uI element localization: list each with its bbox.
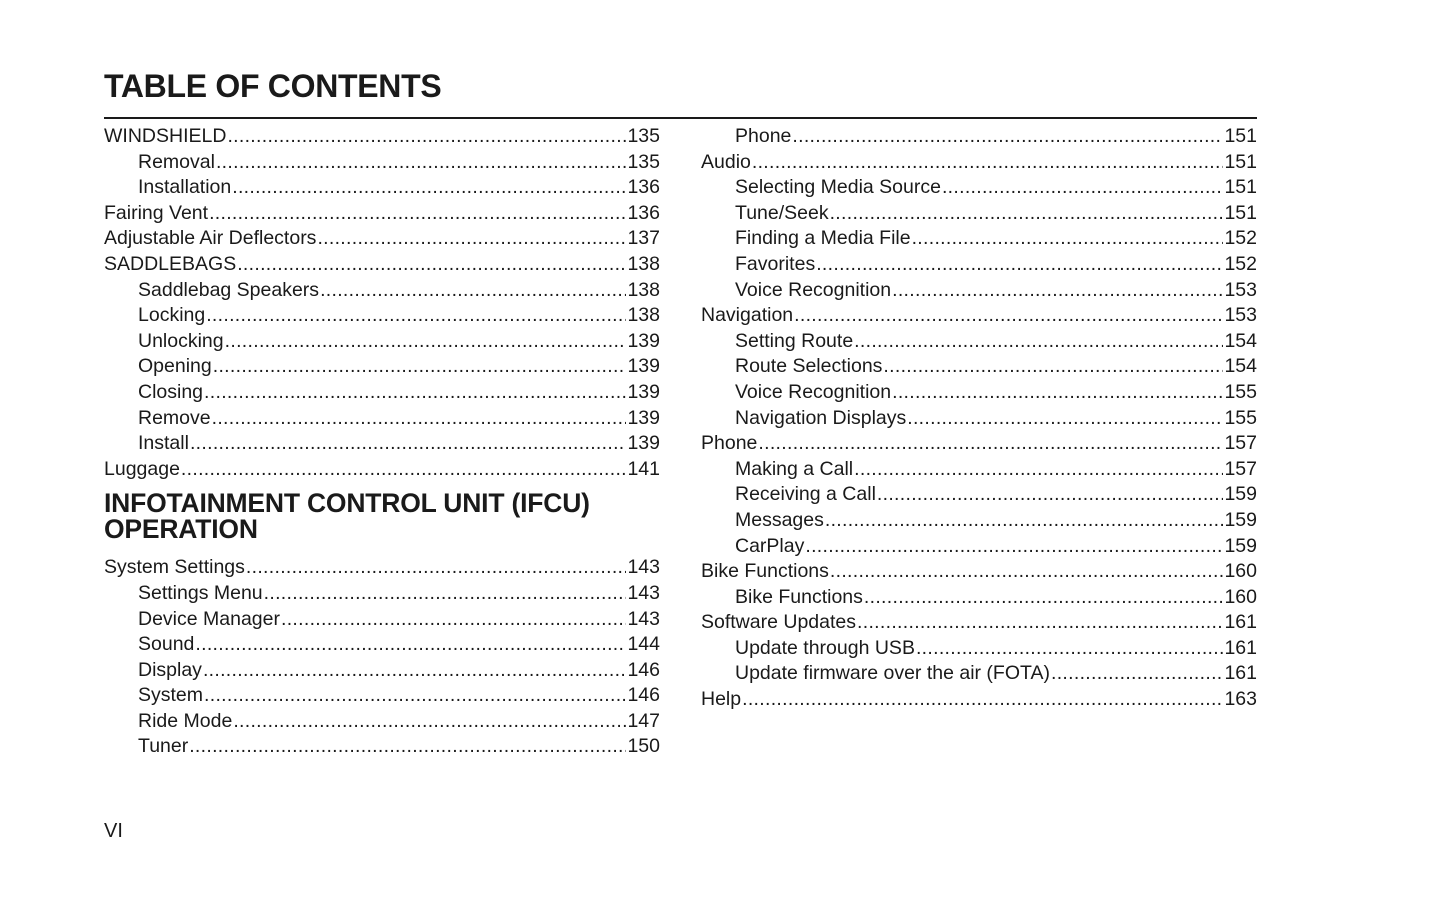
toc-entry-label: Phone xyxy=(701,432,758,455)
dot-leader xyxy=(232,175,626,201)
toc-entry-page: 163 xyxy=(1224,688,1257,711)
toc-entry[interactable] xyxy=(701,201,1257,227)
toc-entry-label: Closing xyxy=(138,380,204,403)
toc-entry-label: Remove xyxy=(138,406,211,429)
toc-entry-page: 154 xyxy=(1224,355,1257,378)
toc-entry[interactable] xyxy=(701,610,1257,636)
toc-entry-label: Removal xyxy=(138,150,215,173)
dot-leader xyxy=(816,252,1223,278)
toc-entry-page: 146 xyxy=(627,684,660,707)
toc-entry-page: 144 xyxy=(627,633,660,656)
toc-entry-page: 151 xyxy=(1224,150,1257,173)
toc-entry-page: 147 xyxy=(627,709,660,732)
toc-list-after xyxy=(104,555,660,760)
toc-entry-label: Software Updates xyxy=(701,611,857,634)
dot-leader xyxy=(1051,661,1223,687)
toc-entry-page: 151 xyxy=(1224,201,1257,224)
toc-entry[interactable] xyxy=(104,303,660,329)
toc-entry-page: 139 xyxy=(627,432,660,455)
toc-entry-page: 136 xyxy=(627,176,660,199)
dot-leader xyxy=(204,380,626,406)
toc-entry-label: Messages xyxy=(735,508,824,531)
toc-entry[interactable] xyxy=(701,303,1257,329)
toc-entry-label: System xyxy=(138,684,204,707)
toc-entry-page: 155 xyxy=(1224,380,1257,403)
dot-leader xyxy=(209,201,626,227)
dot-leader xyxy=(281,607,626,633)
dot-leader xyxy=(190,431,627,457)
toc-entry-label: Device Manager xyxy=(138,607,280,630)
toc-entry[interactable] xyxy=(701,559,1257,585)
toc-entry[interactable] xyxy=(104,581,660,607)
toc-entry-page: 159 xyxy=(1224,508,1257,531)
toc-entry[interactable] xyxy=(104,457,660,483)
toc-entry-page: 138 xyxy=(627,278,660,301)
toc-entry[interactable] xyxy=(104,380,660,406)
toc-entry-page: 152 xyxy=(1224,252,1257,275)
toc-entry-page: 159 xyxy=(1224,534,1257,557)
dot-leader xyxy=(830,559,1224,585)
toc-entry-page: 157 xyxy=(1224,457,1257,480)
page-number: VI xyxy=(104,820,123,842)
toc-entry-page: 136 xyxy=(627,201,660,224)
toc-entry-label: SADDLEBAGS xyxy=(104,252,237,275)
toc-entry-label: Voice Recognition xyxy=(735,380,892,403)
dot-leader xyxy=(854,457,1223,483)
dot-leader xyxy=(877,482,1224,508)
toc-entry-label: Sound xyxy=(138,633,195,656)
toc-entry-page: 143 xyxy=(627,556,660,579)
toc-entry-page: 143 xyxy=(627,581,660,604)
toc-entry-label: Navigation Displays xyxy=(735,406,907,429)
toc-entry[interactable] xyxy=(104,658,660,684)
toc-entry[interactable] xyxy=(701,150,1257,176)
toc-entry-page: 139 xyxy=(627,355,660,378)
toc-entry[interactable] xyxy=(104,226,660,252)
toc-entry-page: 135 xyxy=(627,125,660,147)
toc-entry-label: Opening xyxy=(138,355,212,378)
toc-entry-page: 138 xyxy=(627,252,660,275)
toc-entry-page: 161 xyxy=(1224,611,1257,634)
toc-entry[interactable] xyxy=(701,687,1257,713)
toc-right-column xyxy=(701,124,1257,713)
toc-entry-page: 155 xyxy=(1224,406,1257,429)
dot-leader xyxy=(189,734,626,760)
toc-entry[interactable] xyxy=(104,354,660,380)
toc-entry-label: Saddlebag Speakers xyxy=(138,278,320,301)
toc-entry[interactable] xyxy=(104,150,660,176)
toc-entry-label: Finding a Media File xyxy=(735,227,911,250)
toc-entry-page: 143 xyxy=(627,607,660,630)
toc-entry[interactable] xyxy=(104,632,660,658)
dot-leader xyxy=(317,226,626,252)
dot-leader xyxy=(752,150,1224,176)
toc-entry[interactable] xyxy=(701,124,1257,150)
title-divider xyxy=(104,117,1257,119)
toc-entry-label: Tune/Seek xyxy=(735,201,829,224)
toc-entry[interactable] xyxy=(701,406,1257,432)
dot-leader xyxy=(206,303,626,329)
toc-entry-page: 153 xyxy=(1224,304,1257,327)
toc-entry[interactable] xyxy=(701,278,1257,304)
toc-entry[interactable] xyxy=(104,734,660,760)
toc-entry-label: Unlocking xyxy=(138,329,224,352)
toc-entry-label: Locking xyxy=(138,304,206,327)
toc-entry-page: 159 xyxy=(1224,483,1257,506)
toc-entry[interactable] xyxy=(701,482,1257,508)
toc-entry[interactable] xyxy=(701,380,1257,406)
toc-entry-label: Update through USB xyxy=(735,636,915,659)
toc-entry-label: Voice Recognition xyxy=(735,278,892,301)
dot-leader xyxy=(883,354,1223,380)
toc-entry-page: 161 xyxy=(1224,636,1257,659)
toc-entry-page: 139 xyxy=(627,329,660,352)
toc-entry-page: 151 xyxy=(1224,176,1257,199)
dot-leader xyxy=(942,175,1224,201)
dot-leader xyxy=(830,201,1224,227)
dot-leader xyxy=(203,658,627,684)
toc-entry-label: Bike Functions xyxy=(701,560,829,583)
toc-entry[interactable] xyxy=(104,329,660,355)
toc-entry[interactable] xyxy=(701,354,1257,380)
dot-leader xyxy=(916,636,1224,662)
toc-entry[interactable] xyxy=(104,278,660,304)
toc-entry-label: Tuner xyxy=(138,735,189,758)
toc-entry-page: 146 xyxy=(627,658,660,681)
toc-entry-page: 135 xyxy=(627,150,660,173)
toc-entry-label: Ride Mode xyxy=(138,709,233,732)
toc-entry-page: 141 xyxy=(627,457,660,480)
toc-entry-label: WINDSHIELD xyxy=(104,125,227,147)
toc-entry-label: Installation xyxy=(138,176,232,199)
toc-entry-label: Adjustable Air Deflectors xyxy=(104,227,317,250)
dot-leader xyxy=(742,687,1223,713)
toc-entry[interactable] xyxy=(104,607,660,633)
toc-entry-label: Fairing Vent xyxy=(104,201,209,224)
toc-entry-page: 154 xyxy=(1224,329,1257,352)
toc-entry[interactable] xyxy=(701,252,1257,278)
dot-leader xyxy=(216,150,627,176)
toc-entry-page: 139 xyxy=(627,380,660,403)
dot-leader xyxy=(204,683,626,709)
toc-entry-page: 157 xyxy=(1224,432,1257,455)
toc-left-column xyxy=(104,124,660,760)
dot-leader xyxy=(864,585,1224,611)
toc-entry[interactable] xyxy=(701,508,1257,534)
toc-entry-label: Phone xyxy=(735,125,792,147)
toc-entry[interactable] xyxy=(104,683,660,709)
toc-entry[interactable] xyxy=(104,709,660,735)
toc-entry-label: Setting Route xyxy=(735,329,854,352)
toc-entry[interactable] xyxy=(104,431,660,457)
dot-leader xyxy=(227,124,626,150)
toc-entry-page: 150 xyxy=(627,735,660,758)
dot-leader xyxy=(225,329,627,355)
toc-entry-page: 139 xyxy=(627,406,660,429)
toc-entry-label: Selecting Media Source xyxy=(735,176,941,199)
toc-entry-page: 160 xyxy=(1224,560,1257,583)
toc-entry-label: Help xyxy=(701,688,742,711)
toc-entry-label: Navigation xyxy=(701,304,794,327)
toc-entry-label: Audio xyxy=(701,150,751,173)
dot-leader xyxy=(857,610,1223,636)
dot-leader xyxy=(907,406,1223,432)
dot-leader xyxy=(805,534,1223,560)
dot-leader xyxy=(320,278,626,304)
toc-entry[interactable] xyxy=(701,175,1257,201)
toc-entry-page: 161 xyxy=(1224,662,1257,685)
toc-entry[interactable] xyxy=(104,175,660,201)
dot-leader xyxy=(195,632,626,658)
page-title: TABLE OF CONTENTS xyxy=(104,68,442,104)
toc-entry[interactable] xyxy=(104,124,660,150)
toc-entry[interactable] xyxy=(701,636,1257,662)
dot-leader xyxy=(213,354,627,380)
dot-leader xyxy=(233,709,626,735)
toc-entry[interactable] xyxy=(701,534,1257,560)
toc-entry[interactable] xyxy=(701,329,1257,355)
toc-entry-label: Install xyxy=(138,432,189,455)
toc-entry[interactable] xyxy=(701,585,1257,611)
toc-entry-label: Update firmware over the air (FOTA) xyxy=(735,662,1050,685)
toc-entry-label: Luggage xyxy=(104,457,180,480)
toc-entry[interactable] xyxy=(104,555,660,581)
toc-entry[interactable] xyxy=(701,226,1257,252)
dot-leader xyxy=(892,278,1223,304)
toc-entry-label: Bike Functions xyxy=(735,585,863,608)
toc-entry-page: 138 xyxy=(627,304,660,327)
section-heading-line2: OPERATION xyxy=(104,514,258,545)
dot-leader xyxy=(181,457,627,483)
toc-entry[interactable] xyxy=(701,431,1257,457)
toc-entry-label: Route Selections xyxy=(735,355,883,378)
dot-leader xyxy=(246,555,627,581)
section-heading-line1: INFOTAINMENT CONTROL UNIT (IFCU) xyxy=(104,488,590,519)
toc-entry[interactable] xyxy=(104,201,660,227)
toc-entry-label: Favorites xyxy=(735,252,816,275)
toc-entry[interactable] xyxy=(104,252,660,278)
dot-leader xyxy=(758,431,1223,457)
toc-entry[interactable] xyxy=(701,457,1257,483)
dot-leader xyxy=(264,581,627,607)
dot-leader xyxy=(854,329,1223,355)
toc-entry-page: 152 xyxy=(1224,227,1257,250)
toc-entry-page: 153 xyxy=(1224,278,1257,301)
toc-entry-page: 160 xyxy=(1224,585,1257,608)
dot-leader xyxy=(792,124,1223,150)
toc-entry[interactable] xyxy=(104,406,660,432)
toc-entry-label: Display xyxy=(138,658,202,681)
toc-entry-page: 151 xyxy=(1224,125,1257,147)
dot-leader xyxy=(794,303,1223,329)
toc-entry-label: Making a Call xyxy=(735,457,854,480)
dot-leader xyxy=(237,252,626,278)
toc-entry-label: System Settings xyxy=(104,556,245,579)
dot-leader xyxy=(825,508,1224,534)
toc-entry-page: 137 xyxy=(627,227,660,250)
toc-entry[interactable] xyxy=(701,661,1257,687)
dot-leader xyxy=(212,406,627,432)
dot-leader xyxy=(892,380,1223,406)
toc-entry-label: Receiving a Call xyxy=(735,483,876,506)
toc-list-right xyxy=(701,124,1257,713)
dot-leader xyxy=(912,226,1224,252)
toc-list-before xyxy=(104,124,660,482)
toc-entry-label: Settings Menu xyxy=(138,581,263,604)
section-heading xyxy=(104,490,660,555)
toc-entry-label: CarPlay xyxy=(735,534,805,557)
